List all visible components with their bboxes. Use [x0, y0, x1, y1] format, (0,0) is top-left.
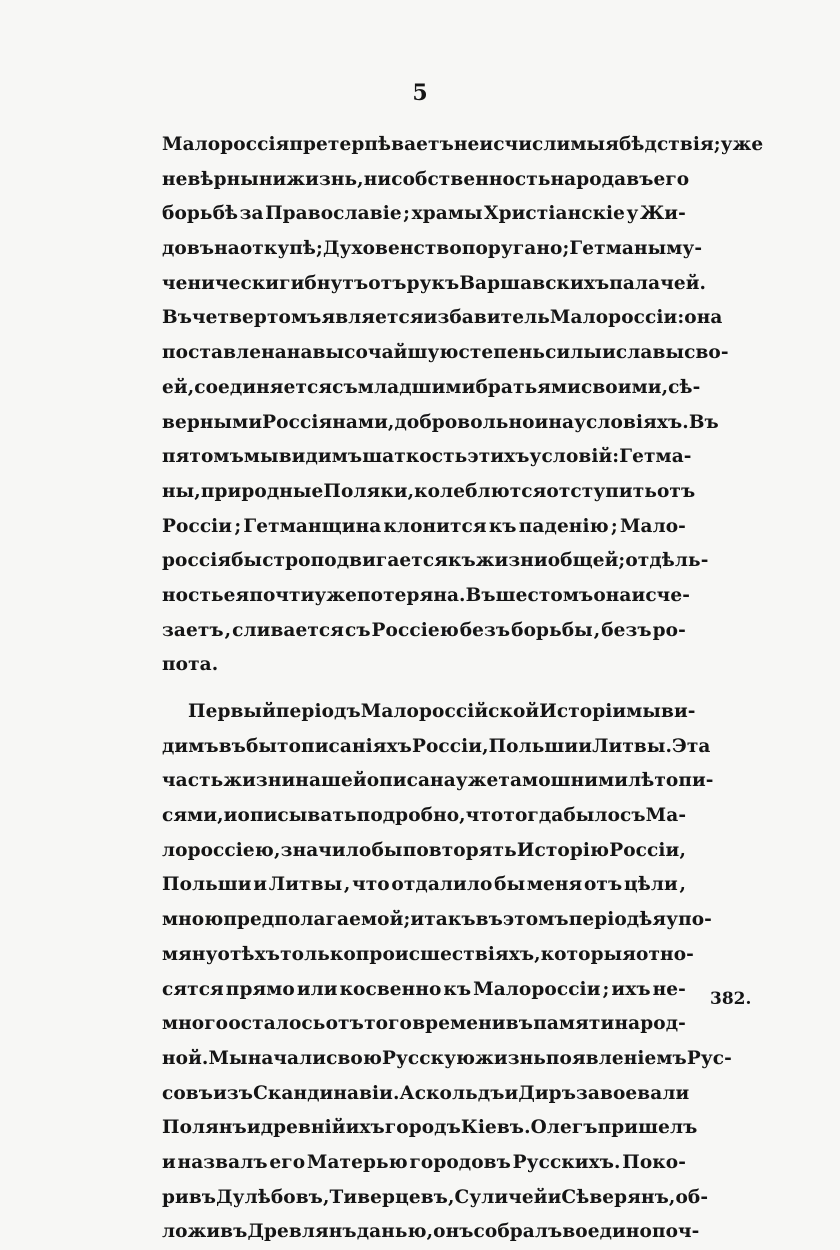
- text-line: Полянъ и древній ихъ городъ Кіевъ. Олегъ пришелъ: [162, 1117, 698, 1139]
- text-line: борьбѣ за Православіе ; храмы Христіанскіе у Жи-: [162, 203, 686, 225]
- marginal-note: 382.: [710, 989, 752, 1009]
- text-line: россія быстро подвигается къ жизни общей; отдѣль-: [162, 550, 709, 572]
- text-line: димъ въ бытописаніяхъ Россіи, Польши и Литвы. Эта: [162, 735, 711, 757]
- text-line: Польши и Литвы , что отдалило бы меня отъ цѣли ,: [162, 874, 686, 896]
- text-line: ложивъ Древлянъ данью, онъ собралъ во едино поч-: [162, 1221, 700, 1243]
- text-line: и назвалъ его Матерью городовъ Русскихъ. Поко-: [162, 1151, 686, 1173]
- text-line: пятомъ мы видимъ шаткость этихъ условій : Гетма-: [162, 446, 692, 468]
- text-line: сятся прямо или косвенно къ Малороссіи ; ихъ не-: [162, 978, 686, 1000]
- text-line: ченически гибнутъ отъ рукъ Варшавскихъ палачей.: [162, 272, 707, 294]
- text-line: мяну о тѣхъ только происшествіяхъ , которыя отно-: [162, 943, 694, 965]
- text-line: пота.: [162, 654, 219, 676]
- text-line: ность ея почти уже потеряна. Въ шестомъ она исче-: [162, 584, 690, 606]
- text-line: верными Россіянами, добровольно и на условіяхъ. Въ: [162, 411, 719, 433]
- text-line: Въ четвертомъ является избавитель Малороссіи : она: [162, 307, 723, 329]
- text-line: ной. Мы начали свою Русскую жизнь появленіемъ Рус-: [162, 1047, 732, 1069]
- text-line: лороссіею , значило бы повторять Исторію Россіи ,: [162, 839, 686, 861]
- text-line: поставлена на высочайшую степень силы и славы сво-: [162, 342, 729, 364]
- text-line: ей, соединяется съ младшими братьями своими , сѣ-: [162, 376, 701, 398]
- text-line: часть жизни нашей описана уже тамошними лѣтопи-: [162, 770, 714, 792]
- text-line: ривъ Дулѣбовъ, Тиверцевъ, Суличей и Сѣверянъ, об-: [162, 1186, 709, 1208]
- text-line: сями, и описывать подробно, что тогда было съ Ма-: [162, 805, 687, 827]
- paragraph-gap: [162, 683, 686, 695]
- text-line: Россіи ; Гетманщина клонится къ паденію ; Мало-: [162, 515, 686, 537]
- text-line: заетъ , сливается съ Россіею безъ борьбы , безъ ро-: [162, 619, 686, 641]
- text-line: Малороссія претерпѣваетъ неисчислимыя бѣдствія; уже: [162, 134, 764, 155]
- text-line: Первый періодъ Малороссійской Исторіи мы ви-: [188, 701, 696, 722]
- text-line: ны , природные Поляки , колеблются отступить отъ: [162, 480, 696, 502]
- text-line: мною предполагаемой; и такъ въ этомъ періодѣ я упо-: [162, 909, 712, 931]
- text-line: довъ на откупѣ; Духовенство поругано; Гетманы му-: [162, 238, 703, 260]
- text-line: не вѣрны ни жизнь, ни собственность народа въ его: [162, 168, 690, 190]
- text-line: много осталось отъ того времени въ памяти народ-: [162, 1013, 686, 1035]
- text-line: совъ изъ Скандинавіи. Аскольдъ и Диръ завоевали: [162, 1082, 690, 1104]
- page-number: 5: [412, 80, 428, 106]
